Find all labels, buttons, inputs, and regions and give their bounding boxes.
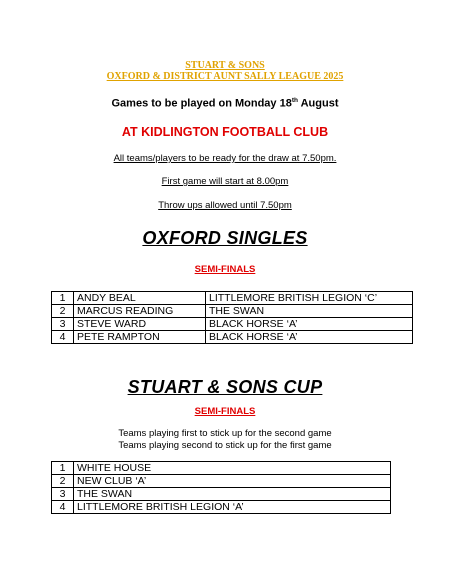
team-name: WHITE HOUSE [74, 462, 391, 475]
cup-round-label: SEMI-FINALS [194, 406, 256, 417]
games-date-text: Games to be played on Monday 18 [111, 97, 292, 110]
table-row [52, 501, 391, 514]
games-date-line [0, 97, 450, 110]
cup-note-first: Teams playing first to stick up for the second game [118, 428, 332, 439]
sponsor-heading: STUART & SONS [185, 60, 265, 71]
table-row [52, 292, 413, 305]
singles-title: OXFORD SINGLES [142, 228, 308, 248]
games-date-suffix: th [291, 97, 298, 104]
table-row [52, 331, 413, 344]
team-name: THE SWAN [74, 488, 391, 501]
row-number: 1 [52, 292, 74, 305]
throw-ups-note: Throw ups allowed until 7.50pm [158, 200, 292, 211]
table-row [52, 475, 391, 488]
team-name: BLACK HORSE ‘A’ [206, 318, 413, 331]
singles-table [51, 291, 413, 344]
singles-round-label: SEMI-FINALS [194, 264, 256, 275]
table-row [52, 318, 413, 331]
player-name: PETE RAMPTON [74, 331, 206, 344]
row-number: 4 [52, 331, 74, 344]
row-number: 2 [52, 475, 74, 488]
cup-note-second: Teams playing second to stick up for the first game [118, 440, 332, 451]
league-heading: OXFORD & DISTRICT AUNT SALLY LEAGUE 2025 [106, 71, 344, 82]
player-name: ANDY BEAL [74, 292, 206, 305]
cup-title: STUART & SONS CUP [127, 377, 323, 397]
table-row [52, 488, 391, 501]
row-number: 2 [52, 305, 74, 318]
team-name: LITTLEMORE BRITISH LEGION ‘C’ [206, 292, 413, 305]
table-row [52, 462, 391, 475]
games-date-month: August [297, 97, 339, 110]
venue-heading: AT KIDLINGTON FOOTBALL CLUB [121, 125, 329, 139]
row-number: 3 [52, 488, 74, 501]
row-number: 1 [52, 462, 74, 475]
team-name: BLACK HORSE ‘A’ [206, 331, 413, 344]
team-name: THE SWAN [206, 305, 413, 318]
player-name: MARCUS READING [74, 305, 206, 318]
player-name: STEVE WARD [74, 318, 206, 331]
ready-note: All teams/players to be ready for the draw at 7.50pm. [113, 153, 337, 164]
first-game-note: First game will start at 8.00pm [161, 176, 289, 187]
row-number: 4 [52, 501, 74, 514]
row-number: 3 [52, 318, 74, 331]
team-name: LITTLEMORE BRITISH LEGION ‘A’ [74, 501, 391, 514]
team-name: NEW CLUB ‘A’ [74, 475, 391, 488]
table-row [52, 305, 413, 318]
cup-table [51, 461, 391, 514]
